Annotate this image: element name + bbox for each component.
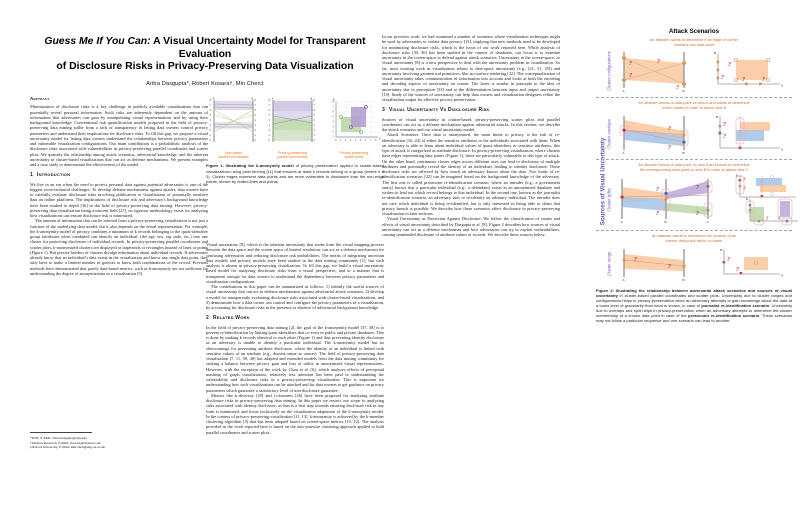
svg-text:7: 7 (254, 104, 256, 108)
svg-text:3: 3 (209, 124, 211, 128)
section3-paragraph-2: Attack Scenarios: Once data is anonymized, the main threat to privacy is the risk of re-identification [16, 24] of either the sensitive attributes or the individuals associated with them. When an adversary is able to learn about individual values of quasi-identifiers or sensitive attributes, this type of attack is categorized as attribute disclosure. In privacy-preserving visualization, where clusters have edges representing data points (Figure 1), these are particularly vulnerable to this type of attack. On the other hand, continuous cluster edges across different axes can lead to disclosure of multiple attributes and potentially reveal the identity of an individual, leading to identity disclosure. These disclosure risks are affected by how much an adversary knows about the data. Two kinds of re-identification scenarios [22] can be imagined based on the background knowledge of the adversary. The first one is called prosecutor re-identification scenario, where an intruder (e.g., a government entity) knows that a particular individual (e.g., a defendant) exists in an anonymized database and wishes to find out which record belongs to that individual. In the second one, known as the journalist re-identification scenario, an adversary tries to re-identify an arbitrary individual. The intruder does not care which individual is being re-identified, but is only interested in being able to claim that privacy breach is possible. We describe how these scenarios affect disclosure in privacy-preserving visualization in later sections. (382, 132, 560, 216)
svg-text:B: B (682, 150, 685, 155)
figure2-scenario1-caption: An attacker wants to determine if an edge or corner contains any data point (649, 37, 739, 47)
section3-paragraph-1: Sources of visual uncertainty in cluster-based, privacy-preserving scatter plots and parallel coordinates can act as a defense mechanism against adversarial attacks. In this section, we describe the attack scenarios and our visual uncertainty model. (382, 116, 560, 132)
figure2-title: Attack Scenarios (668, 28, 720, 35)
svg-text:7: 7 (209, 104, 211, 108)
figure2-row-3 (596, 173, 792, 227)
section-number-2: 2 (206, 315, 209, 322)
section2-paragraph-3: In our previous work, we had examined a number of scenarios where visualization techniques might be used by adversaries to violate data privacy [13], implying that new methods need to be developed for minimizing disclosure risks, which is the focus of our work reported here. While analysis of disclosure risks [30, 36] has been studied in the context of databases, our focus is to examine uncertainty in the screen-space to defend against attack scenarios. Uncertainty in the screen-space, or visual uncertainty [8] is a new perspective to deal with the uncertainty problem in visualization. So far, most existing work in visualization relates to data-space uncertainty (e.g., [21, 31, 35]) and uncertainty involving geometrical primitives, like iso-surface rendering [32]. The conceptualization of visual uncertainty takes communication of information into account and looks at both the encoding and decoding aspects of uncertainty on screen. The latter is similar in principle to the idea of uncertainty due to perception [33] and to the differentiation between input and output uncertainty [19]. Study of the sources of uncertainty can help data owners and visualization designers refine the visualization output for effective privacy preservation. (382, 34, 560, 102)
svg-text:?: ? (629, 61, 632, 68)
svg-text:A: A (622, 150, 625, 155)
svg-text:4: 4 (209, 119, 211, 123)
figure1-panel-privacy-pc (265, 98, 320, 159)
svg-text:B: B (682, 89, 685, 94)
figure2-row2-label-wrap (596, 112, 610, 156)
title-line-2: of Disclosure Risks in Privacy-Preserving Data Visualization (56, 61, 354, 73)
abstract-heading: Abstract (30, 96, 50, 101)
svg-text:B: B (664, 220, 667, 225)
section2-paragraph-1: In the field of privacy-preserving data mining [2], the goal of the k-anonymity model [37, 38] is to prevent re-identification by linking quasi-identifiers that co-exist in public and private databases. This is done by making k records identical to each other (Figure 1) and thus preventing identity disclosure as an adversary is unable to identify a particular individual. The k-anonymity model has its shortcomings for preventing attribute disclosure, where the identity of an individual is linked with sensitive values of an attribute (e.g., disease name as cancer). The field of privacy-preserving data visualization [7, 11, 39, 40] has adapted and extended models from the data mining community for striking a balance between privacy gain and loss of utility in anonymized visual representations. However, with the exception of the work by Chou et al. [6], which analyzes effects of perceptual masking of graph visualizations, relatively less attention has been paid to understanding the vulnerability and disclosure risks in a privacy-preserving visualization. This is important for understanding how such visualizations can be attacked and for data owners to get guidance on privacy parameters which guarantee a satisfactory level of non-disclosure guarantee. (206, 324, 384, 393)
svg-text:B: B (714, 51, 717, 56)
svg-text:?: ? (634, 256, 637, 263)
figure2-row4-parallel-coordinates (612, 245, 698, 283)
svg-text:7: 7 (332, 105, 334, 109)
figure2-row1-scatter-plot (702, 48, 788, 94)
svg-text:A: A (781, 83, 784, 88)
svg-text:?: ? (668, 125, 671, 132)
figure2-caption-label: Figure 2: (596, 287, 614, 293)
svg-text:3: 3 (268, 124, 270, 128)
figure2-scenario3-caption: An attacker knows a data point on axis A and wants to determine the corresponding data point on axis B in order to attack axis C (638, 161, 750, 172)
svg-text:4: 4 (268, 119, 270, 123)
figure2-sources-label: Sources of Visual Uncertainty (599, 137, 607, 226)
footnotes (30, 432, 208, 450)
section-heading-1 (30, 173, 208, 178)
figure2-row1-label-wrap (596, 48, 610, 94)
svg-text:8: 8 (313, 99, 315, 103)
svg-text:?: ? (736, 266, 739, 273)
footnote-3: ‡Oxford University, E-Mail: min.chen@eng.ox.ac.uk (30, 445, 105, 450)
svg-text:?: ? (723, 121, 726, 128)
figure2-row4-label-wrap (596, 245, 610, 283)
column-one (30, 96, 208, 426)
svg-text:5: 5 (360, 139, 362, 142)
svg-text:B: B (682, 277, 685, 282)
figure2-row-2 (596, 112, 792, 156)
svg-text:A: A (379, 137, 381, 141)
figure1-caption-bold: Illustrating the k-anonymity model (225, 163, 294, 169)
section-title-3: Visual Uncertainty Vs Disclosure Risk (388, 107, 490, 114)
figure2-row3-scatter-plots (726, 173, 800, 227)
svg-text:3: 3 (313, 124, 315, 128)
section1-paragraph-3: Visual uncertainty [8], which is the inherent uncertainty that stems from the visual mapping process between the data space and the screen space of limited resolution, can act as a defense mechanism for confusing adversaries and reducing disclosure risk probabilities. The merits of integrating uncertain data models and privacy models have been studied in the data mining community [1], but such analysis is absent in privacy-preserving visualization. To fill this gap, we build a visual uncertainty based model for analyzing disclosure risks from a visual perspective, and in a manner that is transparent enough for data owners to understand the dependency between privacy parameters and visualization configurations. (206, 242, 384, 284)
figure2-divider-1 (596, 97, 792, 98)
svg-text:1: 1 (332, 135, 334, 139)
svg-text:?: ? (629, 73, 632, 80)
svg-text:1: 1 (340, 139, 342, 142)
figure2-row4-label: Cluster range (606, 251, 612, 276)
svg-text:3: 3 (332, 125, 334, 129)
svg-text:4: 4 (355, 139, 357, 142)
svg-text:?: ? (676, 85, 679, 92)
figure1-panel2-caption: Privacy preserving parallel coordinates (277, 151, 308, 160)
figure2-row2-label: Cluster overlaps (606, 119, 612, 149)
figure2-row1-label: Cluster configurations (606, 51, 612, 92)
figure-1-caption (206, 163, 384, 183)
footnote-2: †Tableau Research, E-Mail: rkosara@tableau.com (30, 440, 101, 445)
svg-text:7: 7 (313, 104, 315, 108)
svg-text:2: 2 (332, 130, 334, 134)
svg-text:8: 8 (332, 100, 334, 104)
svg-text:?: ? (742, 77, 745, 84)
svg-text:A: A (781, 147, 784, 152)
svg-text:A: A (212, 97, 215, 101)
figure2-row2-parallel-coordinates (612, 112, 698, 156)
figure2-row1-parallel-coordinates (612, 48, 698, 94)
svg-text:3: 3 (350, 139, 352, 142)
svg-text:1: 1 (268, 134, 270, 138)
svg-text:?: ? (762, 77, 765, 84)
figure2-row3-label-wrap (596, 173, 610, 227)
svg-text:?: ? (696, 211, 699, 218)
abstract-body: Minimization of disclosure risks is a key challenge in publicly available visualizations that can potentially reveal personal information. Such risks are inherently dependent on the amount of information that adversaries can gain by manipulating visual representations and by using their background knowledge. Conventional risk quantification models proposed in the field of privacy-preserving data mining suffer from a lack of transparency in letting data owners control privacy parameters and understand their implications for disclosure risks. To fill this gap, we propose a visual uncertainty model for letting data owners understand the relationships between privacy parameters and vulnerable visualization configurations. Our main contribution is a probabilistic analysis of the disclosure risks associated with vulnerabilities in privacy-preserving parallel coordinates and scatter plots. We quantify the relationship among attack scenarios, adversarial knowledge, and the inherent uncertainty in cluster-based visualizations that can act as defense mechanisms. We present examples and a case study to demonstrate the effectiveness of the model. (30, 104, 208, 167)
svg-text:B: B (310, 97, 313, 101)
title-italic-part: Guess Me If You Can: (44, 36, 151, 47)
svg-text:6: 6 (365, 139, 367, 142)
svg-text:0: 0 (209, 139, 211, 143)
svg-text:A: A (271, 97, 274, 101)
svg-text:0: 0 (254, 139, 256, 143)
svg-text:?: ? (656, 211, 659, 218)
figure-1 (206, 98, 384, 184)
svg-text:?: ? (727, 256, 730, 263)
section1-paragraph-1: We live in an era when the need to protect personal data against potential adversaries is one of the biggest socio-technical challenges. To develop defense mechanisms against attacks, data owners have to carefully evaluate disclosure risks involving publication or visualization of potentially sensitive data on online platforms. The implications of disclosure risk and adversary's background knowledge have been studied in depth [36] in the field of privacy-preserving data mining. However, privacy-preserving data visualization being a nascent field [27], no rigorous methodology exists for analyzing how visualizations can ensure disclosure risk is minimized. (30, 181, 208, 218)
svg-text:8: 8 (268, 99, 270, 103)
svg-text:A: A (620, 220, 623, 225)
section-heading-2 (206, 316, 384, 321)
svg-text:5: 5 (332, 115, 334, 119)
svg-text:B: B (333, 98, 335, 102)
figure-1-panels (206, 98, 384, 159)
svg-text:2: 2 (254, 129, 256, 133)
figure2-divider-3 (596, 230, 792, 231)
svg-text:?: ? (778, 217, 781, 223)
svg-text:1: 1 (313, 134, 315, 138)
svg-text:1: 1 (254, 134, 256, 138)
figure1-caption-rest: of privacy preservation applied to cluster-based visualizations using pixel binning [11] that ensures at least k records belong to a group (where k = 2). Cluster edges represent data points and are more vulnerable to disclosure than the non-edge points, shown by dotted lines and points. (206, 163, 385, 184)
figure-2-caption (596, 288, 792, 324)
svg-text:?: ? (743, 178, 746, 184)
svg-text:6: 6 (332, 110, 334, 114)
section-heading-3 (382, 108, 560, 113)
title-rest-part: A Visual Uncertainty Model for Transparent Evaluation (150, 36, 366, 60)
figure1-panel-privacy-scatter (324, 98, 384, 159)
svg-text:?: ? (657, 59, 660, 66)
svg-text:1: 1 (209, 134, 211, 138)
author-list: Aritra Dasgupta*, Robert Kosara†, Min Chen‡ (146, 80, 264, 87)
svg-text:?: ? (656, 187, 659, 194)
section-title-2: Related Work (212, 315, 250, 322)
svg-text:A: A (781, 273, 784, 278)
svg-text:A: A (622, 89, 625, 94)
svg-text:4: 4 (332, 120, 334, 124)
svg-text:?: ? (723, 133, 726, 140)
figure2-row3-label: Cluster splits (606, 188, 612, 212)
svg-text:?: ? (668, 144, 671, 151)
column-three (382, 34, 560, 504)
figure1-panel-line-based-pc (206, 98, 261, 159)
figure2-caption-mid-1: in cluster-based parallel coordinates and scatter plots. Uncertainty due to cluster ranges and configurations helps in privacy-preservation when an adversary attempts to gain knowledge about the data at a lower level of granularity than what is shown, in case of (596, 292, 792, 308)
svg-text:0: 0 (268, 139, 270, 143)
svg-text:8: 8 (209, 99, 211, 103)
figure2-row2-scatter-plot (702, 112, 788, 156)
svg-text:?: ? (721, 75, 724, 82)
figure2-row4-scatter-plot (702, 245, 788, 283)
svg-text:?: ? (766, 217, 769, 223)
svg-text:4: 4 (254, 119, 256, 123)
svg-text:3: 3 (254, 124, 256, 128)
svg-text:6: 6 (313, 109, 315, 113)
section1-paragraph-4: The contributions in this paper can be summarized as follows: 1) identify the useful sources of visual uncertainty that can act as defense mechanisms against adversarial attack scenarios, 2) develop a model for transparently evaluating disclosure risks associated with cluster-based visualizations, and 3) demonstrate how a data owner can control and configure the privacy parameters of a visualization, by accounting for disclosure risks in the presence or absence of adversarial background knowledge. (206, 284, 384, 310)
svg-text:?: ? (743, 187, 746, 193)
svg-text:B: B (251, 97, 254, 101)
svg-text:4: 4 (313, 119, 315, 123)
figure2-caption-bold-2: journalist re-identification scenario (701, 302, 770, 308)
figure2-caption-bold-3: prosecutor re-identification scenario (688, 313, 760, 319)
figure2-divider-2 (596, 159, 792, 160)
svg-text:5: 5 (254, 114, 256, 118)
figure2-scenario2-caption: An attacker knows a data point on axis A and wants to determine which cluster in order to attack axis B (638, 100, 750, 111)
svg-text:C: C (706, 220, 709, 225)
svg-text:B: B (716, 114, 719, 119)
figure-2 (596, 28, 792, 323)
section-title-1: Introduction (36, 172, 71, 179)
svg-text:B: B (746, 197, 748, 202)
svg-text:5: 5 (209, 114, 211, 118)
svg-text:?: ? (668, 263, 671, 270)
svg-text:2: 2 (313, 129, 315, 133)
svg-text:A: A (622, 277, 625, 282)
figure1-panel3-caption: Privacy preserving scatter plots (339, 151, 369, 160)
section-number-3: 3 (382, 107, 385, 114)
figure2-row3-parallel-coordinates (612, 173, 722, 227)
svg-text:?: ? (696, 185, 699, 192)
svg-text:2: 2 (268, 129, 270, 133)
figure2-row-1 (596, 48, 792, 94)
figure2-scenario4-caption: An attacker wants to determine the location of an interior data point within a cluster (651, 233, 737, 243)
figure1-panel1-caption: Line-based parallel coordinates (218, 151, 249, 160)
svg-text:5: 5 (268, 114, 270, 118)
section1-paragraph-2: The amount of information that can be inferred from a privacy-preserving visualization is not just a function of the underlying data model, but it also depends on the visual representation. For example, the k-anonymity model of privacy combines a minimum of k records belonging to the quasi-identifier group (attributes when combined can identify an individual, like age, sex, zip code, etc.) into one cluster for protecting disclosure of individual records. In privacy-preserving parallel coordinates and scatter plots, k-anonymized clusters are displayed as trapezoids or rectangles instead of lines or points (Figure 1). But precise borders of clusters divulge information about individual records. If adversaries already know that an individual's data exists in the visualization and know any single data point, they only have to make a limited number of guesses to know both combinations of the record. Previous methods have demonstrated that purely data-based metrics, such as k-anonymity are not sufficient for understanding the degree of anonymization in a visualization [5]. (30, 218, 208, 276)
section-number-1: 1 (30, 172, 33, 179)
figure2-row-4 (596, 245, 792, 283)
figure2-caption-bold-1: Illustrating the relationship between adversarial attack scenarios and sources of visual uncertainty (596, 287, 792, 298)
svg-text:2: 2 (209, 129, 211, 133)
svg-text:6: 6 (209, 109, 211, 113)
svg-text:7: 7 (370, 139, 372, 142)
section3-paragraph-3: Visual Uncertainty as Protection Against Disclosure: We follow the classification of causes and effects of visual uncertainty described by Dasgupta et al. [8]. Figure 2 describes how sources of visual uncertainty can act as a defense mechanism and how adversaries can try to exploit vulnerabilities, causing unintended disclosure of attribute values or records. We describe these sources below: (382, 216, 560, 237)
svg-text:6: 6 (268, 109, 270, 113)
figure2-caption-end: . These scenarios may not follow a particular sequence and one scenario can lead to another. (596, 313, 793, 324)
figure2-caption-mid-2: . Uncertainty due to overlaps and split helps in privacy-preservation when an adversary attempts to determine the cluster membership of a known data point in case of the (596, 302, 793, 319)
svg-text:0: 0 (335, 139, 337, 142)
figure1-caption-label: Figure 1: (206, 163, 224, 169)
svg-text:5: 5 (313, 114, 315, 118)
svg-text:8: 8 (254, 99, 256, 103)
svg-text:B: B (736, 173, 738, 178)
svg-text:0: 0 (313, 139, 315, 143)
section2-paragraph-2: Metrics like k-diversity [29] and t-closeness [26] have been proposed for analyzing attribute disclosure risks in privacy-preserving data mining. In this paper we restrict our scope to analyzing risks associated with identity disclosure, as that is a first step towards ensuring disclosure risk in any form is minimized, and focus exclusively on the visualization adaptation of the k-anonymity model. In the context of privacy-preserving visualization [11, 13], k-anonymity is achieved by the k-member clustering algorithm [3] that has been adapted based on screen-space metrics [10, 12]. The analysis provided in the work reported here is based on the axis-pairwise clustering approach applied to both parallel coordinates and scatter plots. (206, 392, 384, 435)
svg-text:?: ? (728, 62, 731, 69)
footnote-1: *NJIT, E-Mail: aritra.dasgupta@njit.edu (30, 436, 87, 440)
footnote-rule (30, 432, 92, 433)
svg-text:8: 8 (375, 139, 377, 142)
svg-text:B: B (720, 247, 723, 252)
svg-text:6: 6 (254, 109, 256, 113)
svg-text:7: 7 (268, 104, 270, 108)
svg-text:2: 2 (345, 139, 347, 142)
